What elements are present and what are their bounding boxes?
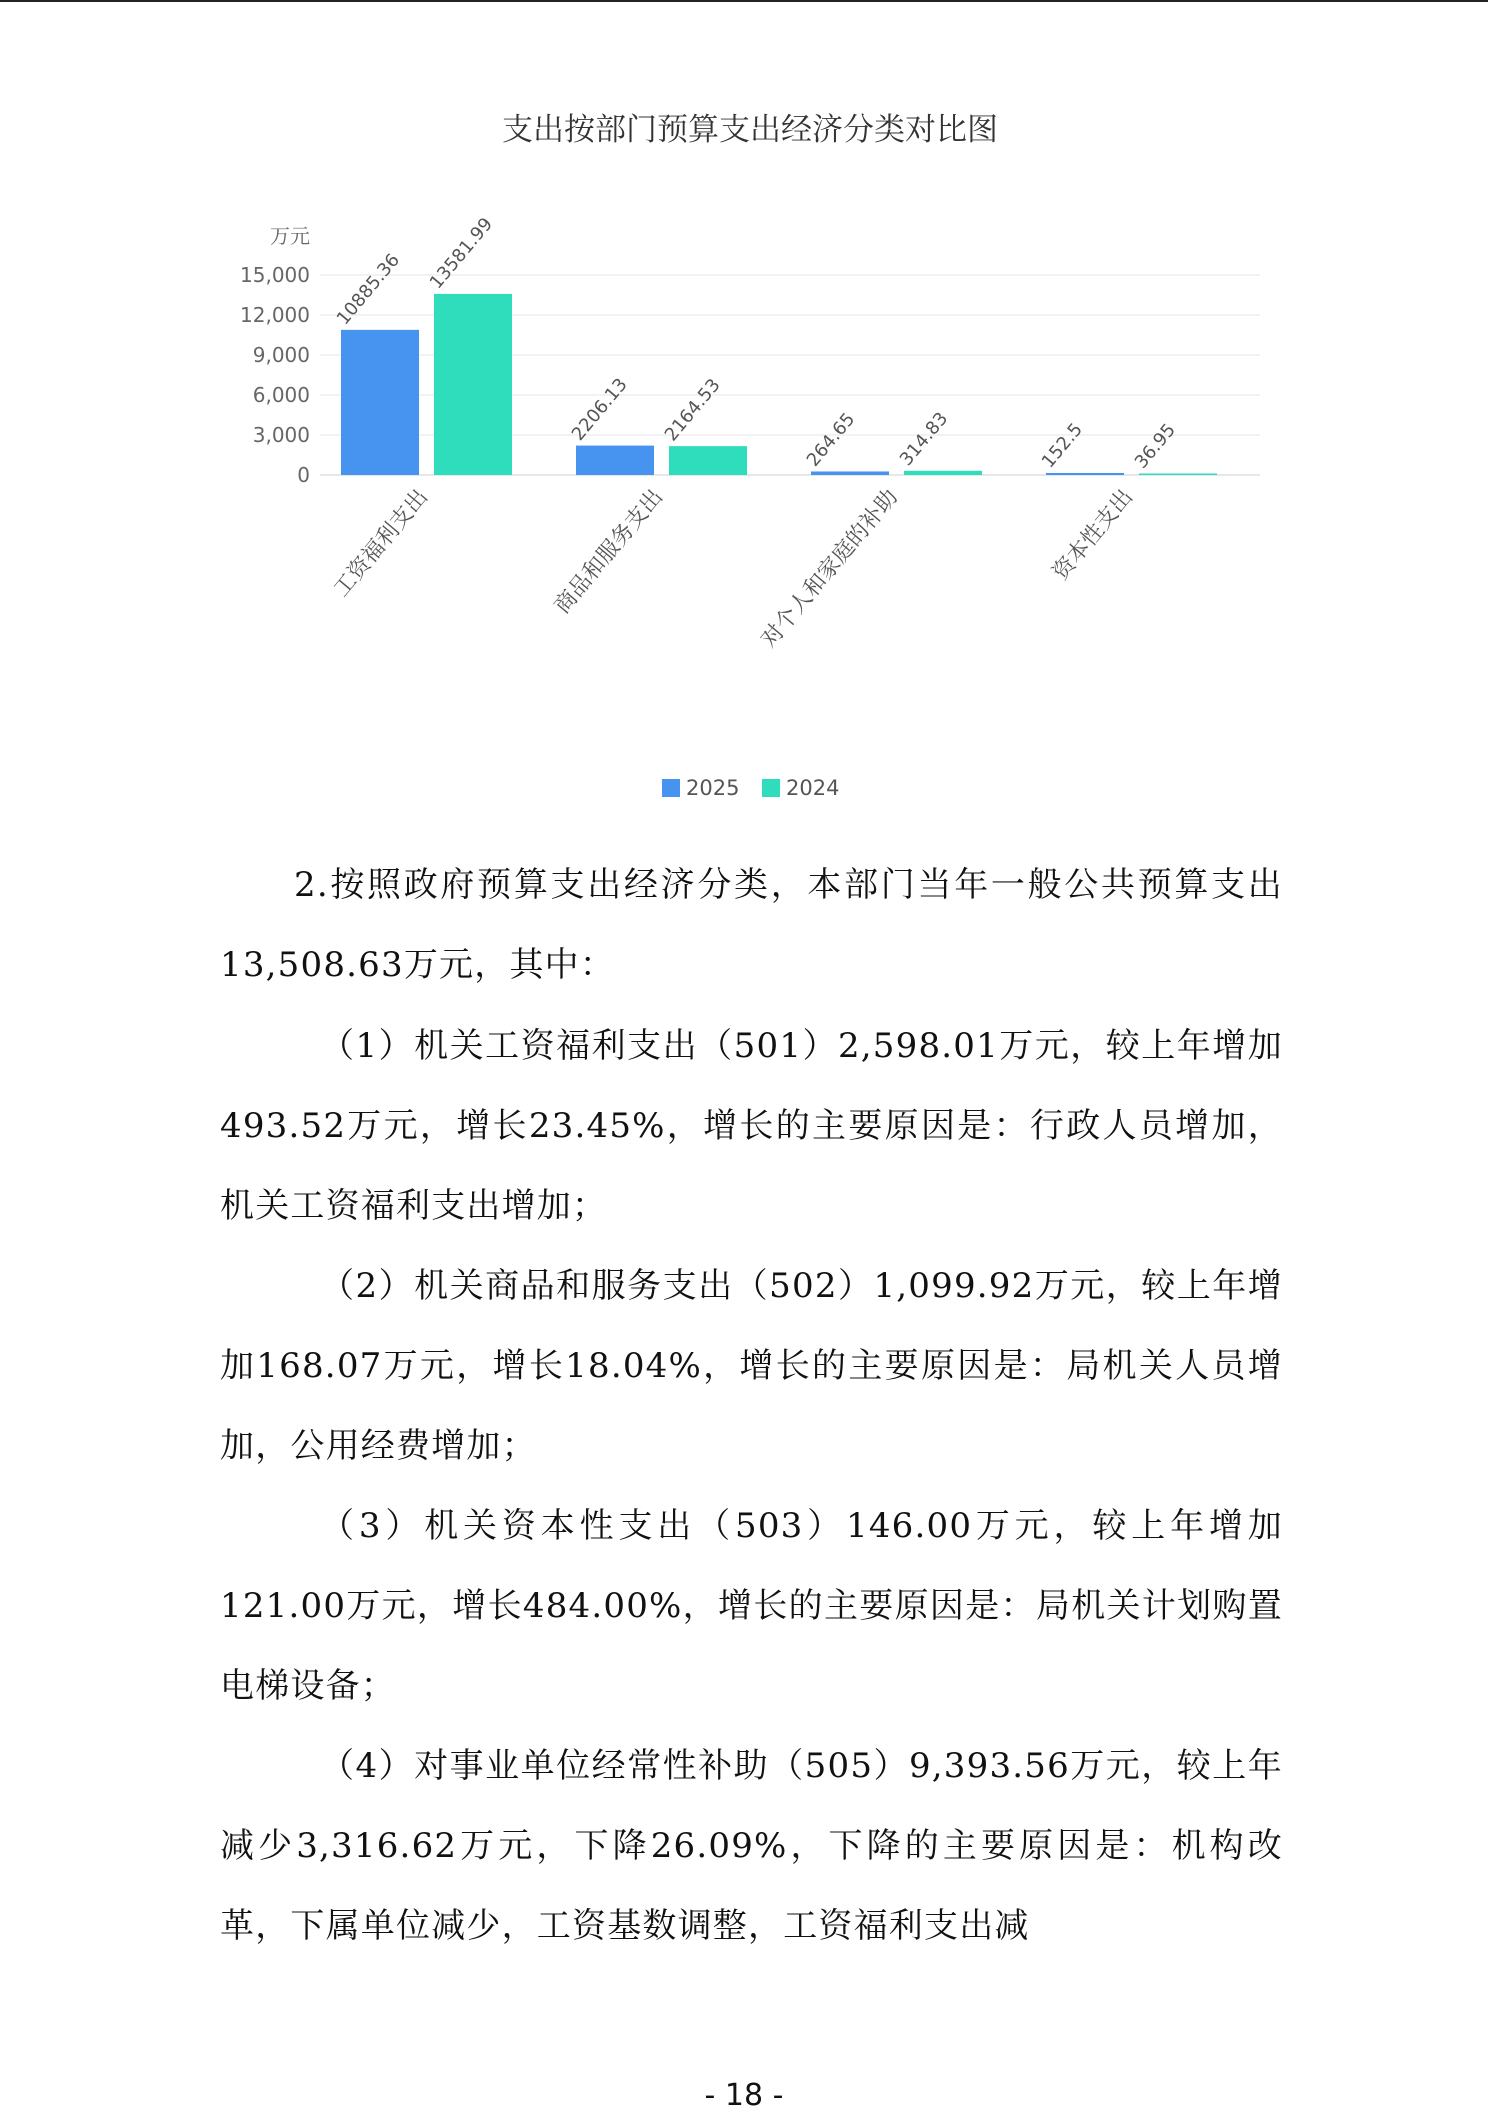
bar-2024-1: [669, 446, 747, 475]
data-label: 2164.53: [660, 374, 725, 446]
data-label: 10885.36: [332, 249, 405, 330]
data-label: 13581.99: [425, 213, 498, 294]
y-tick-label: 0: [297, 463, 310, 487]
data-label: 264.65: [802, 408, 860, 471]
legend: [662, 776, 839, 800]
bars: [341, 294, 1217, 475]
y-axis-ticks: [240, 263, 310, 487]
y-tick-label: 6,000: [252, 383, 310, 407]
legend-label: 2025: [686, 776, 740, 800]
data-label: 2206.13: [567, 374, 632, 445]
paragraph-4: （3）机关资本性支出（503）146.00万元，较上年增加121.00万元，增长484.00%，增长的主要原因是：局机关计划购置电梯设备；: [220, 1506, 1283, 1706]
y-tick-label: 9,000: [252, 343, 310, 367]
legend-label: 2024: [786, 776, 840, 800]
bar-2024-0: [434, 294, 512, 475]
x-category-label: 资本性支出: [1048, 484, 1139, 586]
bar-2025-2: [811, 471, 889, 475]
legend-swatch: [662, 779, 680, 797]
bar-2025-1: [576, 446, 654, 475]
y-tick-label: 3,000: [252, 423, 310, 447]
x-category-label: 对个人和家庭的补助: [756, 484, 904, 653]
x-category-label: 工资福利支出: [329, 484, 434, 602]
y-tick-label: 12,000: [240, 303, 310, 327]
paragraph-2: （1）机关工资福利支出（501）2,598.01万元，较上年增加493.52万元，增长23.45%，增长的主要原因是：行政人员增加，机关工资福利支出增加；: [220, 1026, 1283, 1226]
bar-2024-3: [1139, 474, 1217, 476]
bar-2024-2: [904, 471, 982, 475]
paragraph-3: （2）机关商品和服务支出（502）1,099.92万元，较上年增加168.07万元，增长18.04%，增长的主要原因是：局机关人员增加，公用经费增加；: [220, 1266, 1283, 1466]
legend-swatch: [762, 779, 780, 797]
chart-svg: [200, 100, 1300, 840]
y-tick-label: 15,000: [240, 263, 310, 287]
data-label: 314.83: [895, 408, 953, 471]
x-axis-categories: [329, 485, 1138, 653]
bar-chart: [200, 100, 1300, 840]
bar-2025-0: [341, 330, 419, 475]
data-label: 152.5: [1037, 419, 1087, 473]
page-number: - 18 -: [704, 2078, 784, 2113]
page-top-border: [0, 0, 1488, 2]
bar-2025-3: [1046, 473, 1124, 475]
paragraph-5: （4）对事业单位经常性补助（505）9,393.56万元，较上年减少3,316.62万元，下降26.09%，下降的主要原因是：机构改革，下属单位减少，工资基数调整，工资福利支出减: [220, 1746, 1283, 1946]
paragraph-1: 2.按照政府预算支出经济分类，本部门当年一般公共预算支出13,508.63万元，其中：: [220, 865, 1283, 985]
chart-title: 支出按部门预算支出经济分类对比图: [502, 112, 998, 148]
x-category-label: 商品和服务支出: [549, 484, 669, 619]
data-label: 36.95: [1130, 419, 1180, 473]
chart-unit-label: 万元: [270, 224, 310, 248]
